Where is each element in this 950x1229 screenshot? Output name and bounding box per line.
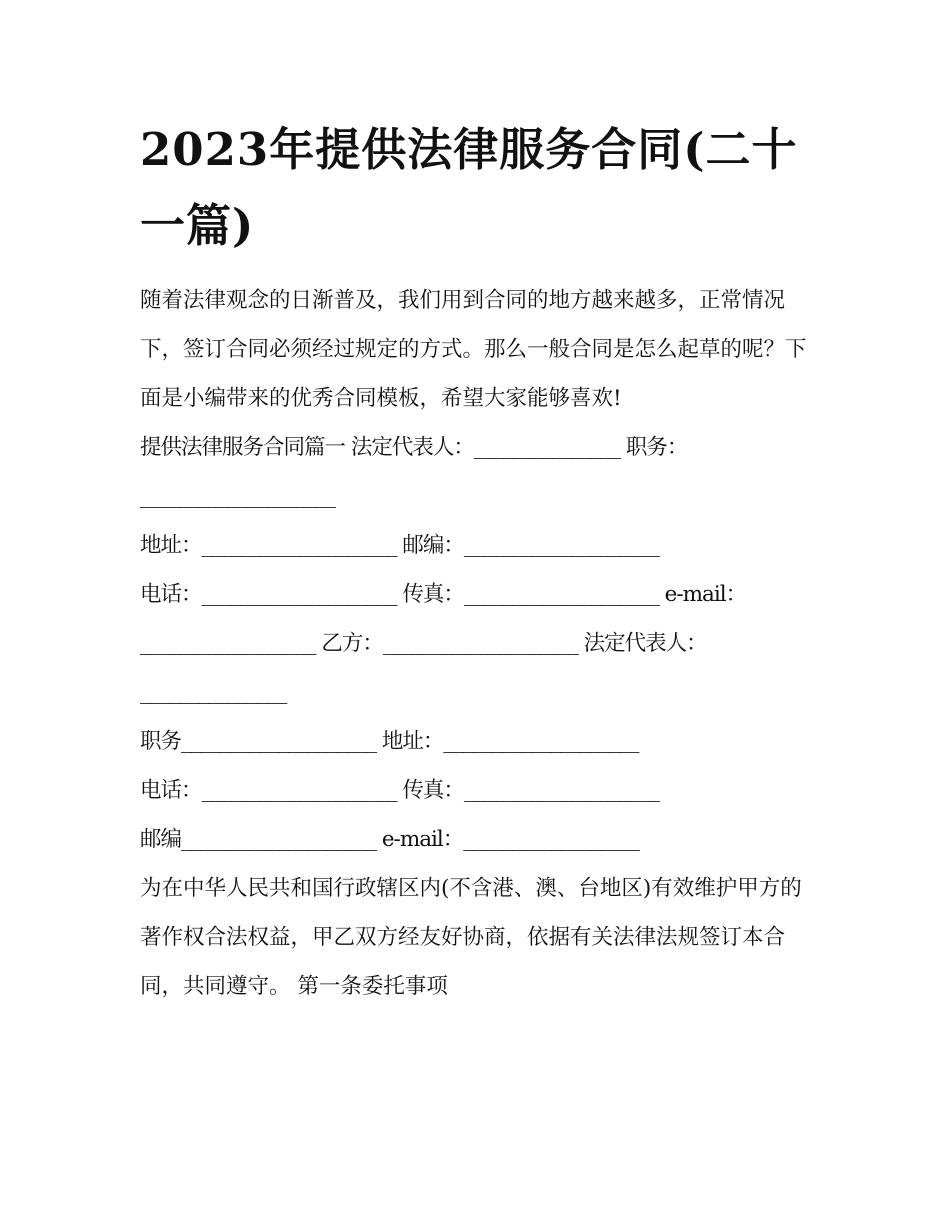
document-title: 2023年提供法律服务合同(二十一篇) [140, 123, 798, 252]
document-body [140, 276, 820, 1011]
party-a-phone-line: 电话：____________________ 传真：____________________ e-mail： [140, 582, 747, 607]
party-b-phone-line: 电话：____________________ 传真：____________________ [140, 778, 659, 803]
party-b-postcode-line: 邮编____________________ e-mail：__________________ [140, 827, 639, 852]
closing-paragraph: 为在中华人民共和国行政辖区内(不含港、澳、台地区)有效维护甲方的著作权合法权益，甲乙双方经友好协商，依据有关法律法规签订本合同，共同遵守。 第一条委托事项 [140, 876, 802, 999]
intro-paragraph: 随着法律观念的日渐普及，我们用到合同的地方越来越多，正常情况下，签订合同必须经过规定的方式。那么一般合同是怎么起草的呢？下面是小编带来的优秀合同模板，希望大家能够喜欢! [140, 288, 807, 411]
party-b-line: __________________ 乙方：____________________ 法定代表人：_______________ [140, 631, 707, 705]
party-a-address-line: 地址：____________________ 邮编：____________________ [140, 533, 659, 558]
party-b-address-line: 职务____________________ 地址：____________________ [140, 729, 639, 754]
party-a-representative-line: 提供法律服务合同篇一 法定代表人：_______________ 职务：____________________ [140, 435, 688, 509]
